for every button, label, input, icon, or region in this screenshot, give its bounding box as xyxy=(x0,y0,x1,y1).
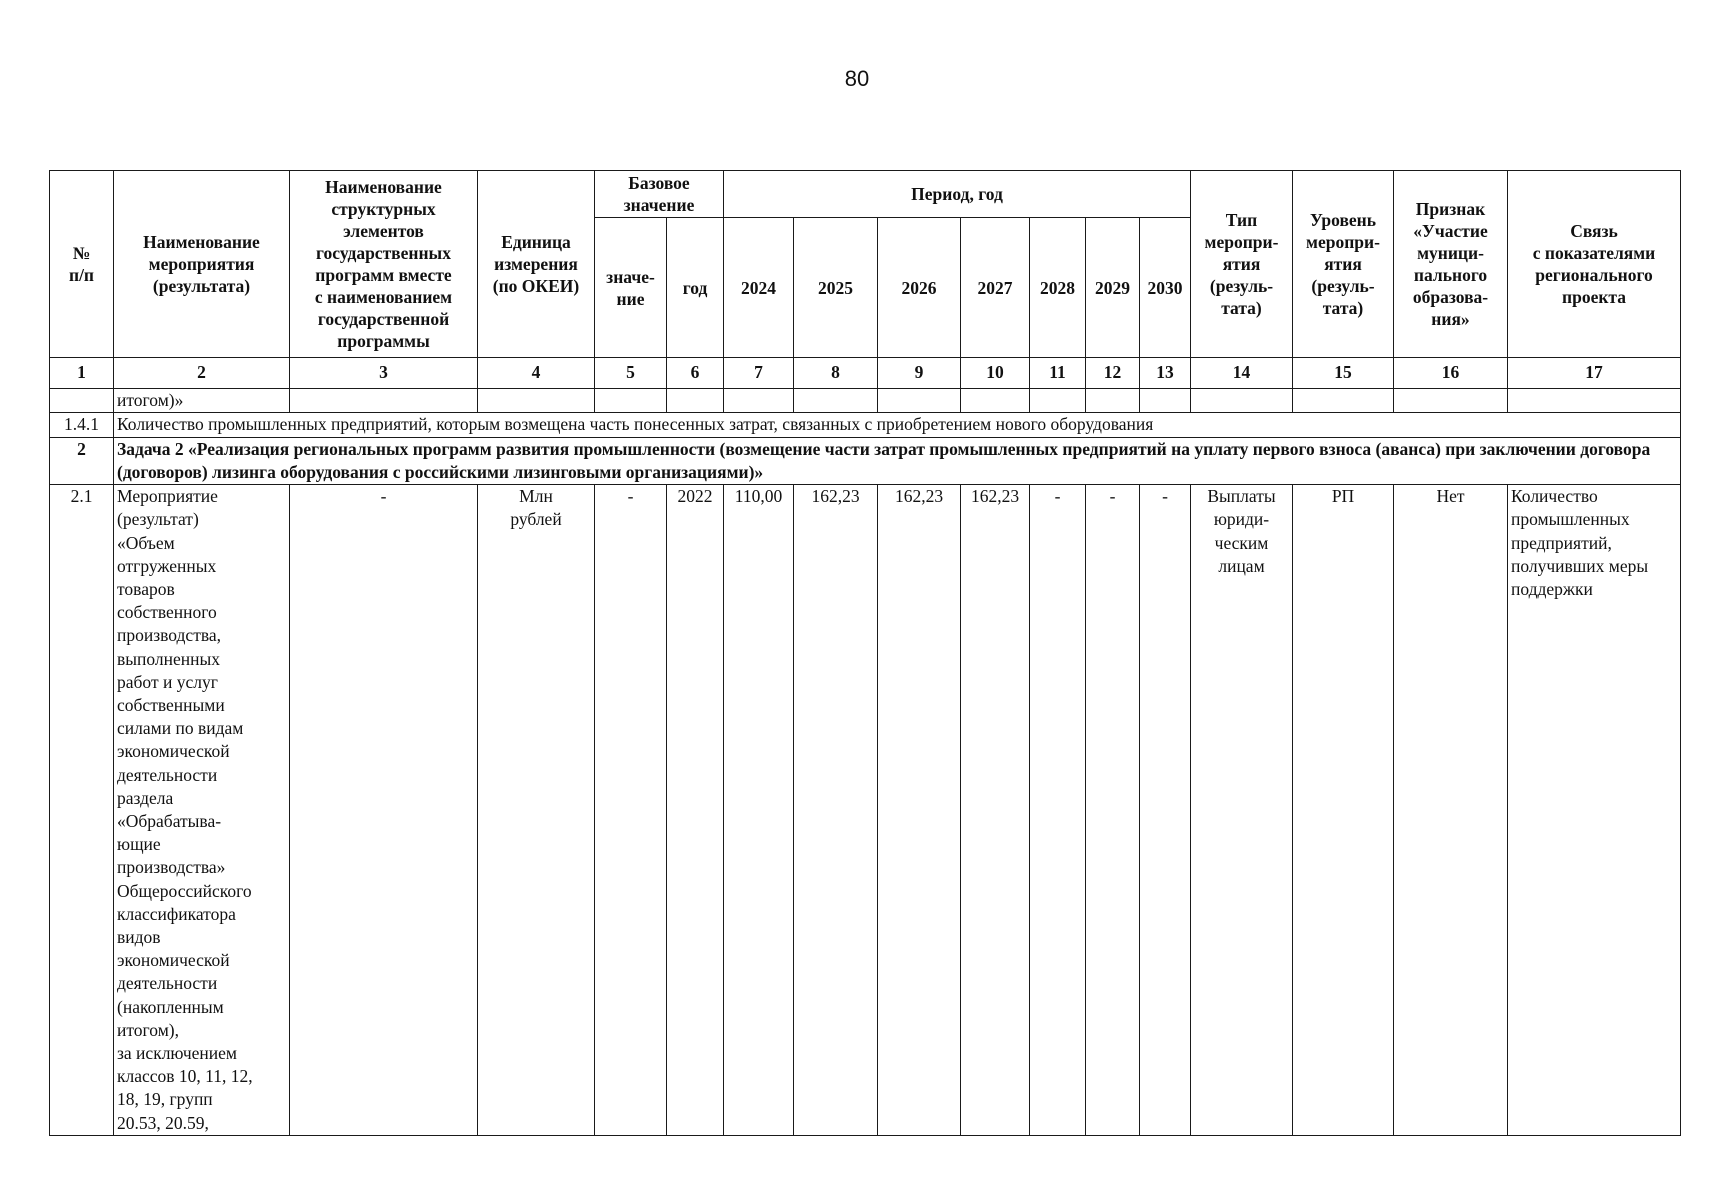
value-2026: 162,23 xyxy=(878,485,961,1136)
column-number: 7 xyxy=(724,358,794,389)
column-number: 10 xyxy=(961,358,1030,389)
value-2025: 162,23 xyxy=(794,485,878,1136)
cell-empty xyxy=(50,389,114,413)
header-year-2029: 2029 xyxy=(1086,218,1140,358)
measure-name: Мероприятие (результат) «Объем отгруженных товаров собственного производства, выполненных работ и услуг собственными силами по видам экономической деятельности раздела «Обрабатыва- ющие производства» Общероссийского классификатора видов экономической деятельности (накопленным итогом), за исключением классов 10, 11, 12, 18, 19, групп 20.53, 20.59, xyxy=(114,485,290,1136)
column-number: 1 xyxy=(50,358,114,389)
table-row-1-4-1 xyxy=(50,413,1681,437)
task-text: Задача 2 «Реализация региональных программ развития промышленности (возмещение части затрат промышленных предприятий на уплату первого взноса (аванса) при заключении договора (договоров) лизинга оборудования с российскими лизинговыми организациями)» xyxy=(114,437,1681,485)
header-year-2026: 2026 xyxy=(878,218,961,358)
header-project-link: Связь с показателями регионального проекта xyxy=(1508,171,1681,358)
cell-empty xyxy=(1293,389,1394,413)
base-year: 2022 xyxy=(667,485,724,1136)
header-municipal-participation: Признак «Участие муници- пального образова- ния» xyxy=(1394,171,1508,358)
column-number: 4 xyxy=(478,358,595,389)
header-base-year: год xyxy=(667,218,724,358)
measure-type: Выплаты юриди- ческим лицам xyxy=(1191,485,1293,1136)
structural-elements: - xyxy=(290,485,478,1136)
column-numbers-row xyxy=(50,358,1681,389)
measures-table xyxy=(49,170,1681,1136)
header-row-1 xyxy=(50,171,1681,218)
value-2024: 110,00 xyxy=(724,485,794,1136)
column-number: 11 xyxy=(1030,358,1086,389)
header-period-group: Период, год xyxy=(724,171,1191,218)
header-measure-type: Тип меропри- ятия (резуль- тата) xyxy=(1191,171,1293,358)
column-number: 16 xyxy=(1394,358,1508,389)
page-number: 80 xyxy=(844,66,870,91)
column-number: 8 xyxy=(794,358,878,389)
cell-empty xyxy=(595,389,667,413)
column-number: 17 xyxy=(1508,358,1681,389)
header-year-2028: 2028 xyxy=(1030,218,1086,358)
column-number: 15 xyxy=(1293,358,1394,389)
cell-empty xyxy=(1140,389,1191,413)
unit-of-measure: Млн рублей xyxy=(478,485,595,1136)
cell-empty xyxy=(724,389,794,413)
header-number: № п/п xyxy=(50,171,114,358)
value-2028: - xyxy=(1030,485,1086,1136)
header-base-value-group: Базовое значение xyxy=(595,171,724,218)
cell-empty xyxy=(1508,389,1681,413)
header-year-2024: 2024 xyxy=(724,218,794,358)
table-row-2-1 xyxy=(50,485,1681,1136)
row-number: 2 xyxy=(50,437,114,485)
cell-empty xyxy=(1030,389,1086,413)
row-number: 2.1 xyxy=(50,485,114,1136)
value-2027: 162,23 xyxy=(961,485,1030,1136)
row-number: 1.4.1 xyxy=(50,413,114,437)
column-number: 2 xyxy=(114,358,290,389)
cell-empty xyxy=(1394,389,1508,413)
table-row-task-2 xyxy=(50,437,1681,485)
continuation-row xyxy=(50,389,1681,413)
indicator-text: Количество промышленных предприятий, которым возмещена часть понесенных затрат, связанных с приобретением нового оборудования xyxy=(114,413,1681,437)
header-unit: Единица измерения (по ОКЕИ) xyxy=(478,171,595,358)
cell-empty xyxy=(290,389,478,413)
header-measure-name: Наименование мероприятия (результата) xyxy=(114,171,290,358)
measure-level: РП xyxy=(1293,485,1394,1136)
column-number: 14 xyxy=(1191,358,1293,389)
municipal-participation: Нет xyxy=(1394,485,1508,1136)
column-number: 5 xyxy=(595,358,667,389)
cell-empty xyxy=(667,389,724,413)
column-number: 12 xyxy=(1086,358,1140,389)
column-number: 3 xyxy=(290,358,478,389)
cell-empty xyxy=(794,389,878,413)
value-2029: - xyxy=(1086,485,1140,1136)
header-base-value: значе- ние xyxy=(595,218,667,358)
header-measure-level: Уровень меропри- ятия (резуль- тата) xyxy=(1293,171,1394,358)
cell-empty xyxy=(961,389,1030,413)
value-2030: - xyxy=(1140,485,1191,1136)
cell-empty xyxy=(878,389,961,413)
cell-empty xyxy=(1086,389,1140,413)
project-link: Количество промышленных предприятий, получивших меры поддержки xyxy=(1508,485,1681,1136)
header-year-2030: 2030 xyxy=(1140,218,1191,358)
header-year-2027: 2027 xyxy=(961,218,1030,358)
continuation-name: итогом)» xyxy=(114,389,290,413)
cell-empty xyxy=(1191,389,1293,413)
column-number: 9 xyxy=(878,358,961,389)
header-year-2025: 2025 xyxy=(794,218,878,358)
column-number: 6 xyxy=(667,358,724,389)
base-value: - xyxy=(595,485,667,1136)
cell-empty xyxy=(478,389,595,413)
header-structural-elements: Наименование структурных элементов государственных программ вместе с наименованием государственной программы xyxy=(290,171,478,358)
column-number: 13 xyxy=(1140,358,1191,389)
